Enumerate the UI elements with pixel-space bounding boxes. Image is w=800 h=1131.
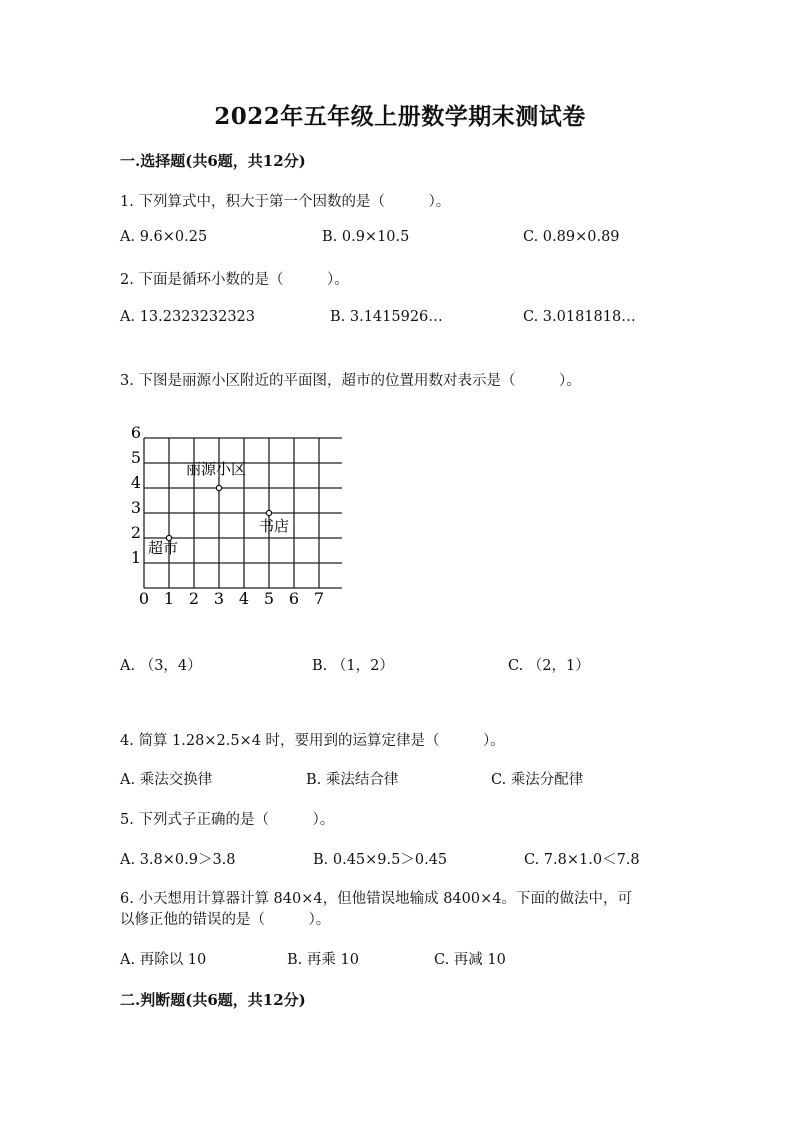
- q4-option-b: B. 乘法结合律: [306, 772, 399, 788]
- question-5: 5. 下列式子正确的是（ ）。: [120, 812, 335, 828]
- y-tick-label: 1: [130, 548, 142, 567]
- x-tick-label: 3: [213, 589, 225, 608]
- place-label-liyuan-community: 丽源小区: [186, 460, 247, 478]
- q5-option-b: B. 0.45×9.5＞0.45: [313, 852, 448, 868]
- place-label-bookstore: 书店: [259, 517, 290, 535]
- x-tick-label: 2: [188, 589, 200, 608]
- y-tick-label: 2: [130, 523, 142, 542]
- place-label-supermarket: 超市: [148, 539, 179, 557]
- q6-option-c: C. 再减 10: [434, 952, 506, 968]
- place-marker-dot: [216, 485, 221, 490]
- q1-option-a: A. 9.6×0.25: [120, 229, 208, 245]
- q5-option-a: A. 3.8×0.9＞3.8: [120, 852, 236, 868]
- x-tick-labels: [139, 589, 324, 608]
- q5-option-c: C. 7.8×1.0＜7.8: [524, 852, 640, 868]
- x-tick-label: 0: [138, 589, 150, 608]
- q3-option-a: A. （3，4）: [120, 658, 202, 674]
- coordinate-grid-figure: [122, 418, 342, 610]
- question-6-line-2: 以修正他的错误的是（ ）。: [120, 912, 331, 928]
- place-marker-dot: [266, 510, 271, 515]
- question-2: 2. 下面是循环小数的是（ ）。: [120, 272, 349, 288]
- y-tick-label: 3: [130, 498, 142, 517]
- y-tick-label: 6: [130, 423, 142, 442]
- q3-option-b: B. （1，2）: [312, 658, 394, 674]
- y-tick-label: 5: [130, 448, 142, 467]
- q6-option-a: A. 再除以 10: [120, 952, 207, 968]
- question-6-line-1: 6. 小天想用计算器计算 840×4，但他错误地输成 8400×4。下面的做法中，可: [120, 891, 632, 907]
- q4-option-a: A. 乘法交换律: [120, 772, 213, 788]
- x-tick-label: 1: [163, 589, 175, 608]
- q2-option-a: A. 13.2323232323: [120, 309, 256, 325]
- q6-option-b: B. 再乘 10: [287, 952, 359, 968]
- q4-option-c: C. 乘法分配律: [491, 772, 584, 788]
- page-title: 2022年五年级上册数学期末测试卷: [214, 103, 586, 130]
- section-heading-judgement: 二.判断题(共6题，共12分): [120, 991, 306, 1009]
- question-1: 1. 下列算式中，积大于第一个因数的是（ ）。: [120, 194, 451, 210]
- q3-option-c: C. （2，1）: [508, 658, 590, 674]
- q1-option-c: C. 0.89×0.89: [523, 229, 620, 245]
- x-tick-label: 6: [288, 589, 300, 608]
- q2-option-b: B. 3.1415926…: [330, 309, 443, 325]
- y-tick-labels: [131, 423, 141, 567]
- q1-option-b: B. 0.9×10.5: [322, 229, 410, 245]
- y-tick-label: 4: [130, 473, 142, 492]
- x-tick-label: 4: [238, 589, 250, 608]
- question-3: 3. 下图是丽源小区附近的平面图，超市的位置用数对表示是（ ）。: [120, 373, 581, 389]
- question-4: 4. 简算 1.28×2.5×4 时，要用到的运算定律是（ ）。: [120, 733, 505, 749]
- x-tick-label: 7: [313, 589, 325, 608]
- q2-option-c: C. 3.0181818…: [523, 309, 636, 325]
- section-heading-choice: 一.选择题(共6题，共12分): [120, 152, 306, 170]
- x-tick-label: 5: [263, 589, 275, 608]
